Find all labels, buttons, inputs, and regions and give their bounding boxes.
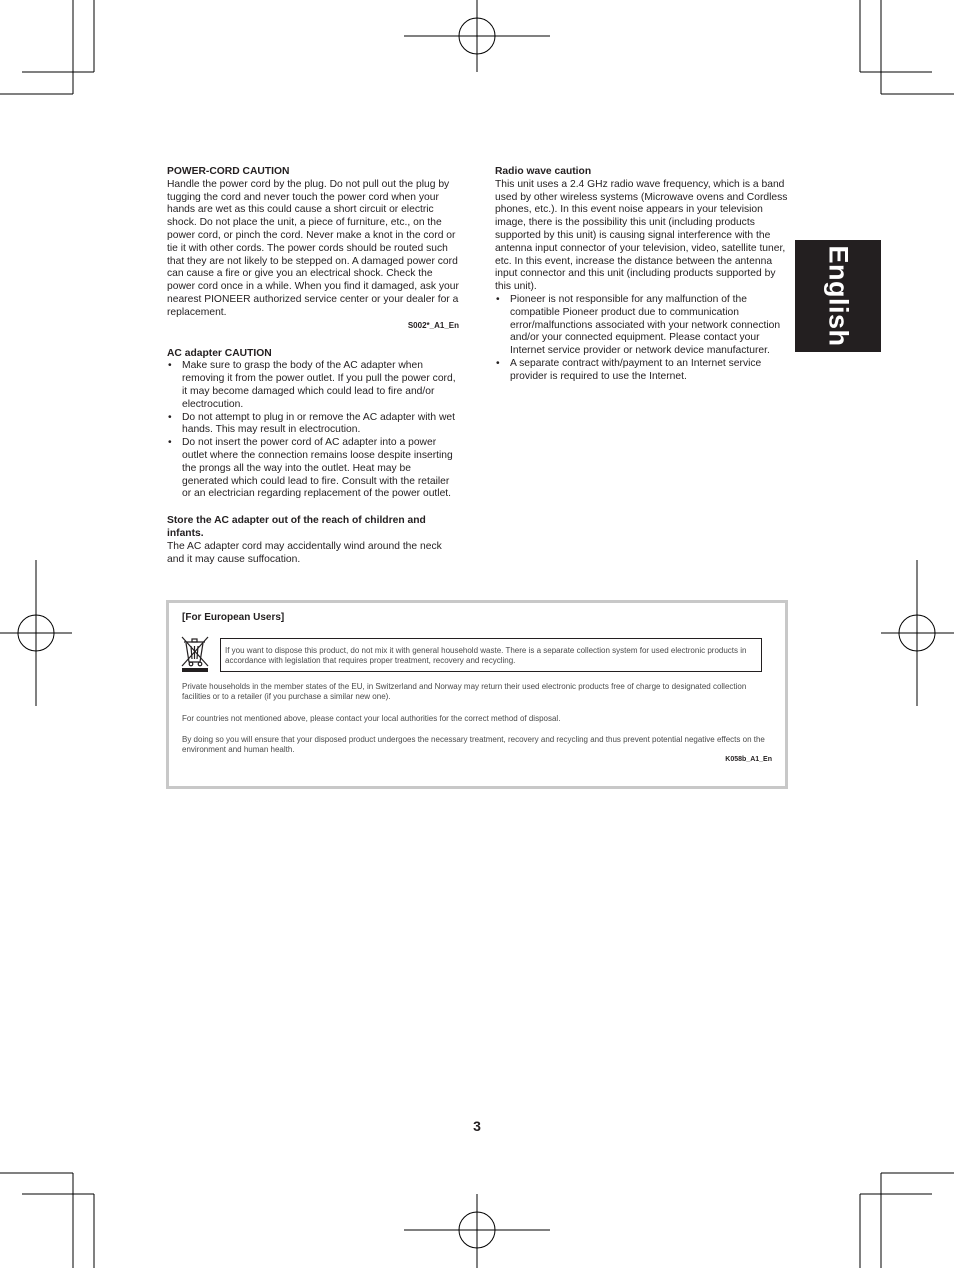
eu-paragraph: By doing so you will ensure that your disposed product undergoes the necessary treatment, recovery and recycling and thus prevent potential negative effects on the environment and human health. [182, 735, 765, 755]
radio-wave-caution-heading: Radio wave caution [495, 166, 592, 177]
list-item: • Pioneer is not responsible for any malfunction of the compatible Pioneer product due to communication error/malfunctions associated with your network connection and/or your connected equipment. Please contact your Internet service provider or network device manufacturer. [495, 294, 788, 358]
page-number: 3 [473, 1118, 481, 1134]
children-warning-section [167, 515, 459, 566]
language-tab-label: English [823, 245, 854, 347]
language-tab [795, 240, 881, 352]
eu-paragraph: For countries not mentioned above, please contact your local authorities for the correct method of disposal. [182, 714, 561, 723]
crossed-out-wheelie-bin-icon [181, 635, 211, 673]
power-cord-caution-code: S002*_A1_En [407, 320, 459, 330]
power-cord-caution-section [167, 166, 459, 331]
ac-adapter-caution-list [167, 360, 459, 501]
right-column [495, 166, 788, 384]
european-users-box [166, 600, 788, 789]
european-users-heading: [For European Users] [182, 612, 285, 623]
list-item: • Do not insert the power cord of AC adapter into a power outlet where the connection remains loose despite inserting the prongs all the way into the outlet. Heat may be generated which could lead to fire. Consult with the retailer or an electrician regarding replacement of the power outlet. [167, 437, 459, 501]
children-warning-heading: Store the AC adapter out of the reach of children and infants. [167, 515, 426, 539]
radio-wave-caution-body: This unit uses a 2.4 GHz radio wave frequency, which is a band used by other wireless systems (Microwave ovens and Cordless phones, etc.). In this event noise appears in your television image, there is the possibility this unit (including products supported by this unit) is causing signal interference with the antenna input connector of your television, video, satellite tuner, etc. In this event, increase the distance between the antenna input connector and this unit (including products supported by this unit). [495, 178, 788, 293]
european-users-code: K058b_A1_En [725, 756, 772, 763]
children-warning-body: The AC adapter cord may accidentally wind around the neck and it may cause suffocation. [167, 540, 442, 565]
list-item: • Do not attempt to plug in or remove the AC adapter with wet hands. This may result in electrocution. [167, 412, 459, 438]
spacer [167, 331, 459, 348]
list-item: • A separate contract with/payment to an Internet service provider is required to use the Internet. [495, 358, 788, 384]
power-cord-caution-body: Handle the power cord by the plug. Do not pull out the plug by tugging the cord and never touch the power cord when your hands are wet as this could cause a short circuit or electric shock. Do not place the unit, a piece of furniture, etc., on the power cord, or pinch the cord. Never make a knot in the cord or tie it with other cords. The power cords should be routed such that they are not likely to be stepped on. A damaged power cord can cause a fire or give you an electrical shock. Check the power cord once in a while. When you find it damaged, ask your nearest PIONEER authorized service center or your dealer for a replacement. [167, 178, 459, 318]
radio-wave-caution-section [495, 166, 788, 384]
spacer [167, 501, 459, 515]
disposal-notice: If you want to dispose this product, do not mix it with general household waste. There is a separate collection system for used electronic products in accordance with legislation that requires proper treatment, recovery and recycling. [220, 638, 762, 672]
ac-adapter-caution-heading: AC adapter CAUTION [167, 347, 272, 359]
eu-paragraph: Private households in the member states of the EU, in Switzerland and Norway may return their used electronic products free of charge to designated collection facilities or to a retailer (if you purchase a similar new one). [182, 682, 747, 702]
left-column [167, 166, 459, 566]
ac-adapter-caution-section [167, 348, 459, 502]
radio-wave-caution-list [495, 294, 788, 384]
list-item: • Make sure to grasp the body of the AC adapter when removing it from the power outlet. If you pull the power cord, it may become damaged which could lead to fire and/or electrocution. [167, 360, 459, 411]
power-cord-caution-heading: POWER-CORD CAUTION [167, 166, 290, 177]
